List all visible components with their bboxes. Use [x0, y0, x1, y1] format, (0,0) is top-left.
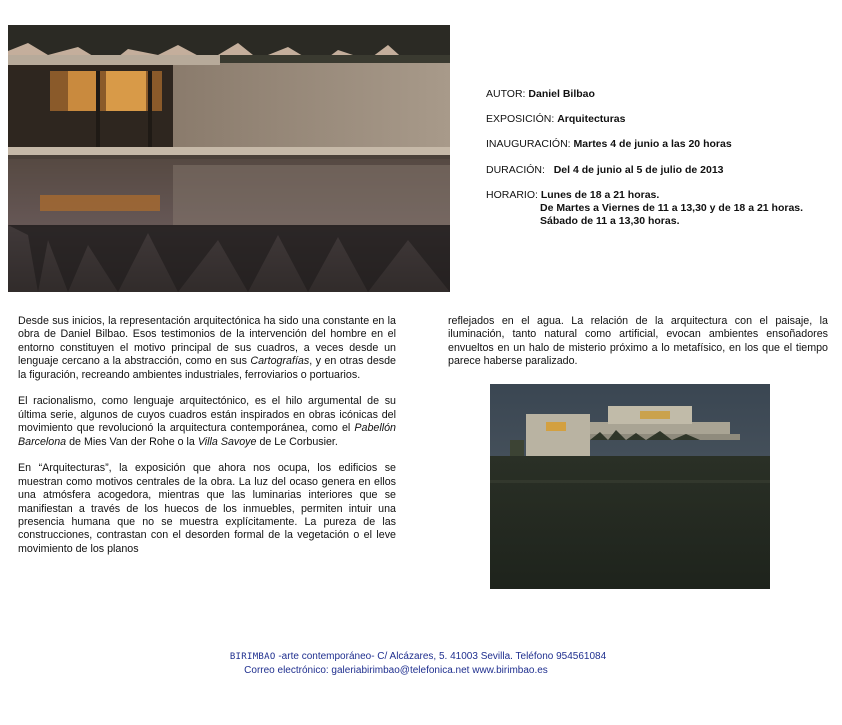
horario-line-2: De Martes a Viernes de 11 a 13,30 y de 18 a 21 horas.	[540, 202, 804, 214]
paragraph-continuation: reflejados en el agua. La relación de la arquitectura con el paisaje, la iluminación, tanto natural como artificial, evocan ambientes ensoñadores envueltos en un halo de misterio próximo a lo metafísico, en los que el tiempo parece haberse paralizado.	[448, 315, 828, 368]
autor-value: Daniel Bilbao	[528, 88, 595, 100]
body-column-right	[448, 315, 828, 382]
horario-label: HORARIO:	[486, 189, 538, 201]
gallery-name: BIRIMBAO	[229, 652, 276, 662]
footer-address	[0, 651, 839, 662]
exposicion-value: Arquitecturas	[557, 113, 626, 125]
gallery-tagline: -arte contemporáneo- C/ Alcázares, 5. 41003 Sevilla. Teléfono 954561084	[275, 651, 607, 662]
horario-line-3: Sábado de 11 a 13,30 horas.	[540, 215, 680, 227]
paragraph-arquitecturas: En “Arquitecturas”, la exposición que ahora nos ocupa, los edificios se muestran como motivos centrales de la obra. La luz del ocaso genera en ellos una atmósfera acogedora, mientras que las luminarias interiores que se manifiestan a través de los huecos de los inmuebles, permiten intuir una presencia humana que no se muestra explícitamente. La pureza de las construcciones, contrastan con el desorden formal de la vegetación o el leve movimiento de los planos	[18, 462, 396, 555]
horario-line-1: Lunes de 18 a 21 horas.	[540, 189, 660, 201]
exposicion-label: EXPOSICIÓN:	[486, 113, 555, 125]
pavilion-reflection-painting	[8, 25, 450, 292]
autor-label: AUTOR:	[486, 88, 526, 100]
duracion-value: Del 4 de junio al 5 de julio de 2013	[553, 164, 724, 176]
inauguracion-label: INAUGURACIÓN:	[486, 138, 571, 150]
inauguracion-value: Martes 4 de junio a las 20 horas	[573, 138, 732, 150]
duracion-label: DURACIÓN:	[486, 164, 545, 176]
paragraph-intro: Desde sus inicios, la representación arquitectónica ha sido una constante en la obra de Daniel Bilbao. Esos testimonios de la intervención del hombre en el entorno constituyen el motivo principal de sus cuadros, a veces desde un lenguaje cercano a la abstracción, como en sus Cartografías, y en otras desde la figuración, recreando ambientes industriales, ferroviarios o portuarios.	[18, 315, 396, 381]
paragraph-racionalismo: El racionalismo, como lenguaje arquitectónico, es el hilo argumental de su última serie, algunos de cuyos cuadros están inspirados en obras icónicas del movimiento que revolucionó la arquitectura contemporánea, como el Pabellón Barcelona de Mies Van der Rohe o la Villa Savoye de Le Corbusier.	[18, 395, 396, 448]
body-column-left	[18, 315, 396, 570]
villa-night-painting	[490, 384, 770, 589]
footer-contact: Correo electrónico: galeriabirimbao@telefonica.net www.birimbao.es	[244, 665, 548, 676]
